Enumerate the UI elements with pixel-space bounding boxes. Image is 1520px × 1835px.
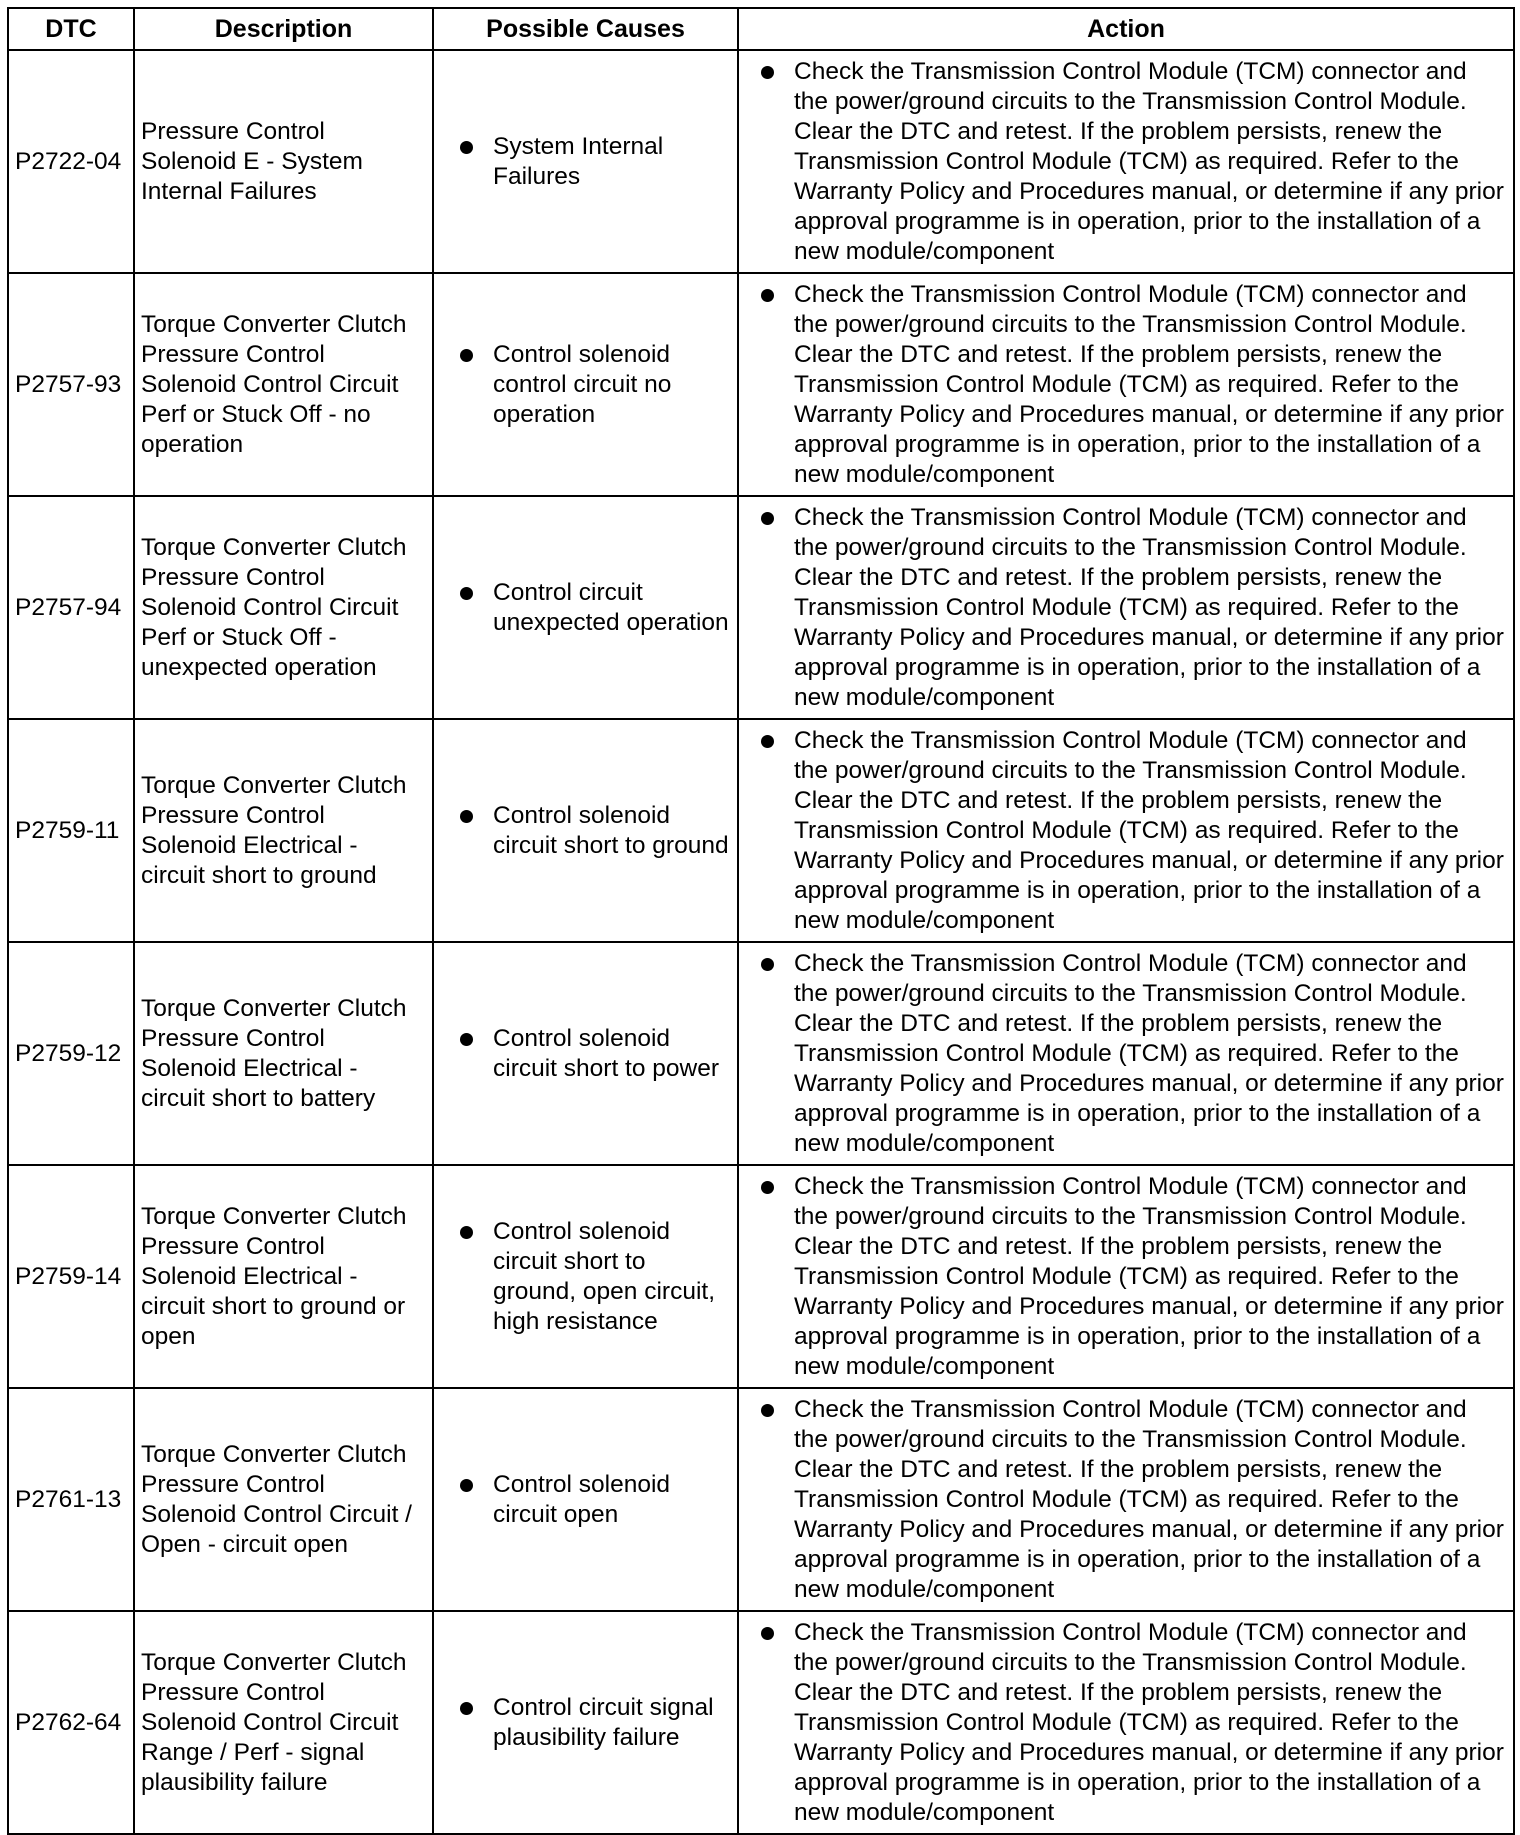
dtc-description: Pressure Control Solenoid E - System Internal Failures <box>134 50 433 273</box>
bullet-icon <box>761 1181 774 1194</box>
header-action: Action <box>738 8 1514 50</box>
dtc-code: P2759-12 <box>8 942 134 1165</box>
dtc-code: P2757-93 <box>8 273 134 496</box>
action-bullet-item <box>745 1172 1507 1382</box>
table-row <box>8 50 1514 273</box>
possible-cause-cell <box>433 942 738 1165</box>
action-text: Check the Transmission Control Module (TCM) connector and the power/ground circuits to the Transmission Control Module. Clear the DTC and retest. If the problem persists, renew the Transmission Control Module (TCM) as required. Refer to the Warranty Policy and Procedures manual, or determine if any prior approval programme is in operation, prior to the installation of a new module/component <box>794 1395 1504 1603</box>
dtc-description: Torque Converter Clutch Pressure Control Solenoid Control Circuit Perf or Stuck Off - no operation <box>134 273 433 496</box>
action-text: Check the Transmission Control Module (TCM) connector and the power/ground circuits to the Transmission Control Module. Clear the DTC and retest. If the problem persists, renew the Transmission Control Module (TCM) as required. Refer to the Warranty Policy and Procedures manual, or determine if any prior approval programme is in operation, prior to the installation of a new module/component <box>794 503 1504 711</box>
dtc-code: P2722-04 <box>8 50 134 273</box>
cause-bullet-item <box>440 132 731 192</box>
action-cell <box>738 50 1514 273</box>
dtc-description: Torque Converter Clutch Pressure Control Solenoid Electrical - circuit short to battery <box>134 942 433 1165</box>
action-cell <box>738 1611 1514 1834</box>
cause-bullet-item <box>440 1470 731 1530</box>
action-text: Check the Transmission Control Module (TCM) connector and the power/ground circuits to the Transmission Control Module. Clear the DTC and retest. If the problem persists, renew the Transmission Control Module (TCM) as required. Refer to the Warranty Policy and Procedures manual, or determine if any prior approval programme is in operation, prior to the installation of a new module/component <box>794 949 1504 1157</box>
possible-cause-text: Control solenoid control circuit no operation <box>493 340 672 428</box>
cause-bullet-item <box>440 1024 731 1084</box>
header-possible-causes: Possible Causes <box>433 8 738 50</box>
bullet-icon <box>460 349 473 362</box>
possible-cause-cell <box>433 1165 738 1388</box>
action-bullet-item <box>745 57 1507 267</box>
possible-cause-cell <box>433 496 738 719</box>
bullet-icon <box>761 958 774 971</box>
bullet-icon <box>761 512 774 525</box>
table-row <box>8 496 1514 719</box>
dtc-code: P2759-14 <box>8 1165 134 1388</box>
cause-bullet-item <box>440 1693 731 1753</box>
bullet-icon <box>460 810 473 823</box>
action-text: Check the Transmission Control Module (TCM) connector and the power/ground circuits to the Transmission Control Module. Clear the DTC and retest. If the problem persists, renew the Transmission Control Module (TCM) as required. Refer to the Warranty Policy and Procedures manual, or determine if any prior approval programme is in operation, prior to the installation of a new module/component <box>794 1618 1504 1826</box>
action-cell <box>738 719 1514 942</box>
table-row <box>8 273 1514 496</box>
header-description: Description <box>134 8 433 50</box>
bullet-icon <box>761 735 774 748</box>
cause-bullet-item <box>440 1217 731 1337</box>
bullet-icon <box>460 1226 473 1239</box>
dtc-code: P2757-94 <box>8 496 134 719</box>
dtc-table <box>7 7 1515 1835</box>
possible-cause-text: System Internal Failures <box>493 132 664 190</box>
possible-cause-text: Control solenoid circuit short to ground <box>493 801 729 859</box>
possible-cause-cell <box>433 1388 738 1611</box>
bullet-icon <box>761 66 774 79</box>
bullet-icon <box>761 289 774 302</box>
action-text: Check the Transmission Control Module (TCM) connector and the power/ground circuits to the Transmission Control Module. Clear the DTC and retest. If the problem persists, renew the Transmission Control Module (TCM) as required. Refer to the Warranty Policy and Procedures manual, or determine if any prior approval programme is in operation, prior to the installation of a new module/component <box>794 1172 1504 1380</box>
possible-cause-text: Control circuit signal plausibility failure <box>493 1693 714 1751</box>
possible-cause-cell <box>433 1611 738 1834</box>
possible-cause-text: Control solenoid circuit open <box>493 1470 671 1528</box>
action-text: Check the Transmission Control Module (TCM) connector and the power/ground circuits to the Transmission Control Module. Clear the DTC and retest. If the problem persists, renew the Transmission Control Module (TCM) as required. Refer to the Warranty Policy and Procedures manual, or determine if any prior approval programme is in operation, prior to the installation of a new module/component <box>794 57 1504 265</box>
header-row <box>8 8 1514 50</box>
action-bullet-item <box>745 949 1507 1159</box>
dtc-description: Torque Converter Clutch Pressure Control Solenoid Control Circuit / Open - circuit open <box>134 1388 433 1611</box>
action-bullet-item <box>745 726 1507 936</box>
action-bullet-item <box>745 503 1507 713</box>
table-body <box>8 50 1514 1834</box>
dtc-description: Torque Converter Clutch Pressure Control Solenoid Electrical - circuit short to ground <box>134 719 433 942</box>
possible-cause-text: Control solenoid circuit short to ground, open circuit, high resistance <box>493 1217 715 1335</box>
action-cell <box>738 496 1514 719</box>
action-cell <box>738 1388 1514 1611</box>
possible-cause-cell <box>433 50 738 273</box>
bullet-icon <box>460 1479 473 1492</box>
bullet-icon <box>460 1033 473 1046</box>
cause-bullet-item <box>440 578 731 638</box>
cause-bullet-item <box>440 340 731 430</box>
possible-cause-text: Control circuit unexpected operation <box>493 578 729 636</box>
header-dtc: DTC <box>8 8 134 50</box>
table-row <box>8 1611 1514 1834</box>
table-row <box>8 1165 1514 1388</box>
table-row <box>8 942 1514 1165</box>
action-cell <box>738 273 1514 496</box>
bullet-icon <box>460 587 473 600</box>
action-text: Check the Transmission Control Module (TCM) connector and the power/ground circuits to the Transmission Control Module. Clear the DTC and retest. If the problem persists, renew the Transmission Control Module (TCM) as required. Refer to the Warranty Policy and Procedures manual, or determine if any prior approval programme is in operation, prior to the installation of a new module/component <box>794 280 1504 488</box>
table-row <box>8 719 1514 942</box>
action-text: Check the Transmission Control Module (TCM) connector and the power/ground circuits to the Transmission Control Module. Clear the DTC and retest. If the problem persists, renew the Transmission Control Module (TCM) as required. Refer to the Warranty Policy and Procedures manual, or determine if any prior approval programme is in operation, prior to the installation of a new module/component <box>794 726 1504 934</box>
action-cell <box>738 1165 1514 1388</box>
possible-cause-text: Control solenoid circuit short to power <box>493 1024 720 1082</box>
table-row <box>8 1388 1514 1611</box>
bullet-icon <box>460 141 473 154</box>
dtc-description: Torque Converter Clutch Pressure Control Solenoid Electrical - circuit short to ground or open <box>134 1165 433 1388</box>
possible-cause-cell <box>433 273 738 496</box>
bullet-icon <box>460 1702 473 1715</box>
cause-bullet-item <box>440 801 731 861</box>
dtc-code: P2762-64 <box>8 1611 134 1834</box>
action-bullet-item <box>745 280 1507 490</box>
action-bullet-item <box>745 1395 1507 1605</box>
dtc-description: Torque Converter Clutch Pressure Control Solenoid Control Circuit Range / Perf - signal plausibility failure <box>134 1611 433 1834</box>
table-header <box>8 8 1514 50</box>
dtc-description: Torque Converter Clutch Pressure Control Solenoid Control Circuit Perf or Stuck Off - unexpected operation <box>134 496 433 719</box>
action-bullet-item <box>745 1618 1507 1828</box>
bullet-icon <box>761 1404 774 1417</box>
bullet-icon <box>761 1627 774 1640</box>
dtc-code: P2759-11 <box>8 719 134 942</box>
dtc-code: P2761-13 <box>8 1388 134 1611</box>
action-cell <box>738 942 1514 1165</box>
possible-cause-cell <box>433 719 738 942</box>
